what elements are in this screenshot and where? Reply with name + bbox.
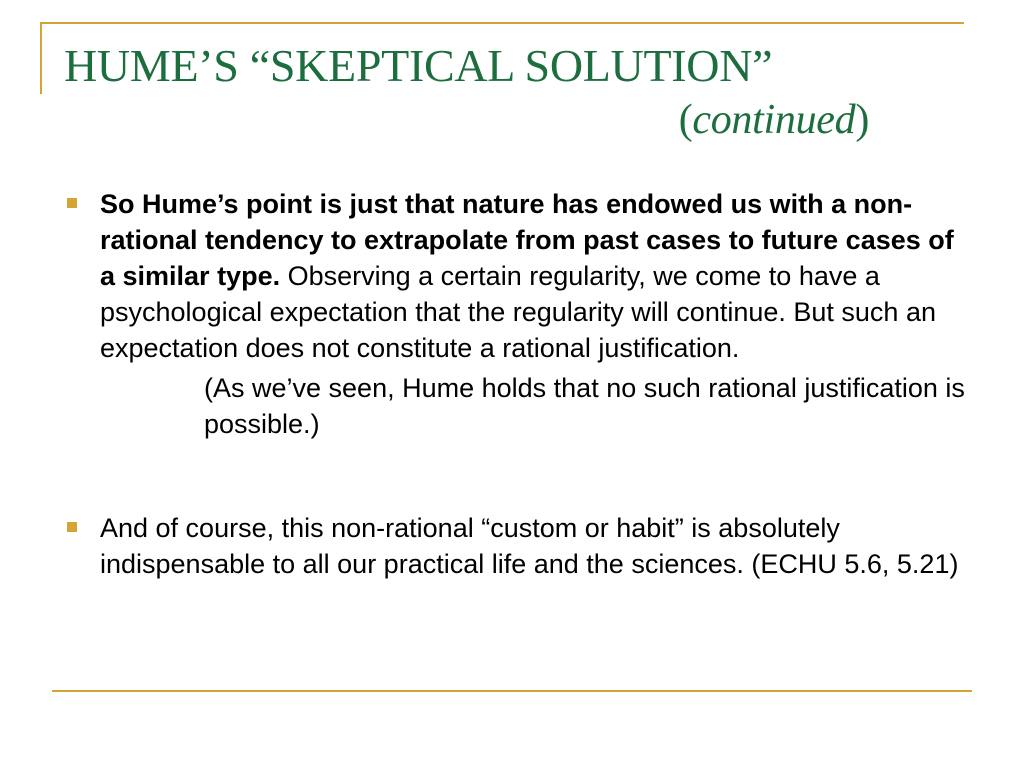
title-subtitle — [64, 94, 944, 146]
subtitle-continued: continued — [692, 97, 856, 143]
title-text: HUME’S “SKEPTICAL SOLUTION” — [64, 40, 773, 91]
slide-content — [60, 186, 970, 582]
bullet-item-2 — [60, 510, 970, 582]
title-left-rule — [40, 22, 42, 94]
footer-rule — [52, 690, 972, 692]
slide-title — [64, 38, 944, 146]
square-bullet-icon — [67, 522, 77, 532]
title-top-rule — [40, 22, 964, 24]
bullet-1-subnote: (As we’ve seen, Hume holds that no such rational justification is possible.) — [204, 373, 965, 439]
subtitle-open-paren: ( — [678, 97, 693, 143]
bullet-1-bold-text: So Hume’s point is just that nature has endowed us with a non-rational tendency to extrapolate from past cases to future cases of a similar type. — [100, 189, 954, 291]
subtitle-close-paren: ) — [855, 97, 869, 143]
square-bullet-icon — [67, 198, 77, 208]
bullet-item-1 — [60, 186, 970, 442]
bullet-2-text: And of course, this non-rational “custom or habit” is absolutely indispensable to all our practical life and the sciences. (ECHU 5.6, 5.21) — [100, 513, 959, 579]
bullet-1-text: Observing a certain regularity, we come to have a psychological expectation that the regularity will continue. But such an expectation does not constitute a rational justification. — [100, 261, 936, 363]
